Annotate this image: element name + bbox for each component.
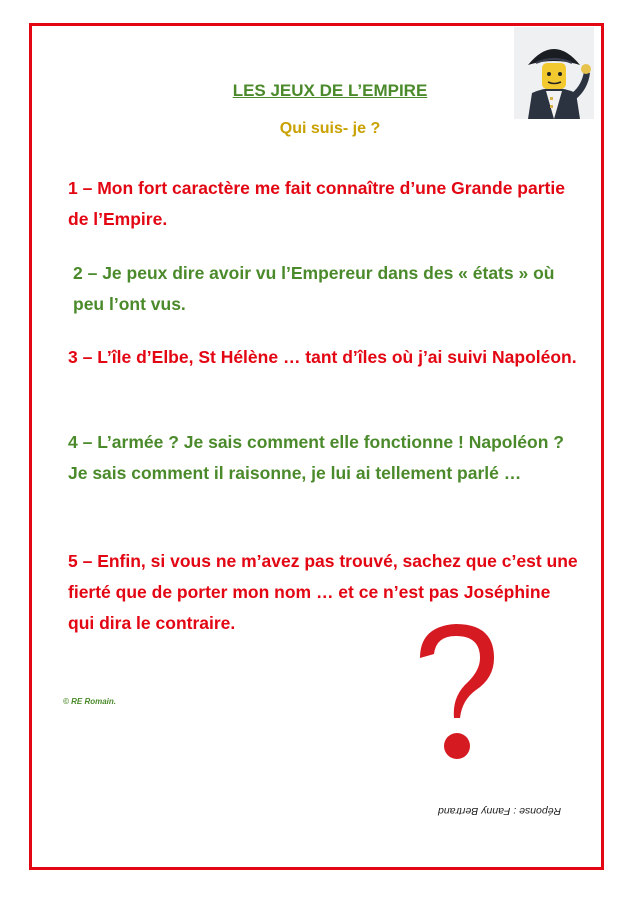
riddle-1: 1 – Mon fort caractère me fait connaître d’une Grande partie de l’Empire. [68, 178, 565, 229]
riddle-2: 2 – Je peux dire avoir vu l’Empereur dans des « états » où peu l’ont vus. [73, 263, 555, 314]
riddle-3: 3 – L’île d’Elbe, St Hélène … tant d’îles où j’ai suivi Napoléon. [68, 347, 577, 367]
page-subtitle: Qui suis- je ? [279, 120, 381, 137]
page-title: LES JEUX DE L’EMPIRE [232, 81, 428, 100]
copyright-note: © RE Romain. [63, 697, 117, 706]
riddle-5: 5 – Enfin, si vous ne m’avez pas trouvé, sachez que c’est une fierté que de porter mon nom … et ce n’est pas Joséphine qui dira le contraire. [68, 551, 578, 633]
upside-down-answer: Réponse : Fanny Bertrand [438, 805, 562, 817]
napoleon-figurine-icon [514, 27, 594, 119]
question-mark-icon [410, 618, 502, 768]
riddle-4: 4 – L’armée ? Je sais comment elle fonctionne ! Napoléon ? Je sais comment il raisonne, je lui ai tellement parlé … [68, 432, 564, 483]
